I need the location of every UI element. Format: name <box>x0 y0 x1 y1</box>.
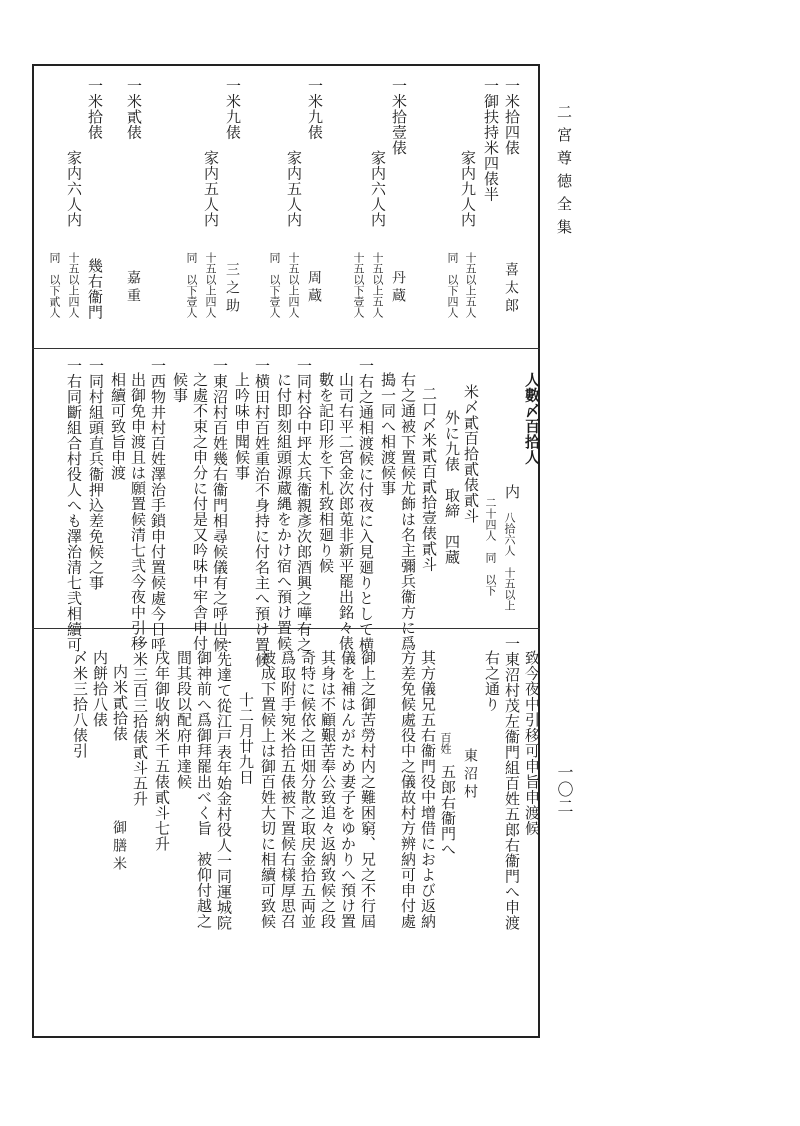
section-bottom-column: 其身は不顧艱苦奉公致追々返納致候之段 <box>319 650 337 929</box>
section-bottom-column: 方差免候處役中之儀故村方辨納可申付處 <box>399 650 417 929</box>
section-bottom-column: 五郎右衞門へ <box>439 764 457 857</box>
section-top-column: 家内六人内 <box>369 150 387 228</box>
section-bottom-column: 致今夜中引移可申旨申渡候 <box>523 650 541 836</box>
section-middle-column: 一同村組頭直兵衞押込差免候之事 <box>87 358 105 591</box>
section-middle-column: 一同村谷中坪太兵衞親彥次郎酒興之嘩有之 <box>295 358 313 653</box>
section-bottom-column: 御膳米 <box>111 820 127 874</box>
section-middle-column: 内 <box>503 484 521 500</box>
section-top-column: 周蔵 <box>306 270 322 306</box>
section-top-column: 喜太郎 <box>503 262 519 316</box>
section-bottom-column: 一東沼村茂左衞門組百姓五郎右衞門へ申渡 <box>503 636 521 931</box>
section-middle-column: 人數〆百拾人 <box>523 372 541 465</box>
section-middle-column: 一右同斷組合村役人へも澤治清七弐相續可 <box>65 358 83 653</box>
section-top-column: 同 以下貳人 <box>48 252 61 318</box>
section-top-column: 一米拾四俵 <box>503 78 521 156</box>
section-bottom-column: 内餅拾八俵 <box>91 650 109 728</box>
section-bottom-column: 戌年御收納米千五俵貳斗七升 <box>153 650 171 852</box>
section-middle-column: 一右之通相渡候に付夜に入見廻りとして横 <box>357 358 375 653</box>
section-top-column: 一米九俵 <box>224 78 242 140</box>
section-top-column: 家内五人内 <box>202 150 220 228</box>
section-top-column: 十五以上四人 <box>287 252 300 318</box>
section-bottom-column: 十二月廿九日 <box>237 692 255 785</box>
section-middle-column: 相續可致旨申渡 <box>109 372 127 481</box>
section-bottom-column: 〆米三拾八俵引 <box>71 650 89 759</box>
section-middle-column: 二十四人 同 以下 <box>484 497 497 596</box>
section-divider-top <box>32 348 540 349</box>
section-middle-column: 山司右平二宮金次郎莵非新平罷出銘々俵 <box>337 372 355 651</box>
section-middle-column: 出御免申渡且は願置候清七弐今夜中引移 <box>129 372 147 651</box>
section-middle-column: 一東沼村百姓幾右衞門相尋候儀有之呼出候 <box>211 358 229 653</box>
section-bottom-column: 爲取附手宛米拾五俵被下置候右樣厚思召 <box>279 650 297 929</box>
section-bottom-column: 奇特に候依之田畑分散之取戻金拾五両並 <box>299 650 317 929</box>
section-middle-column: 上吟味申聞候事 <box>233 372 251 481</box>
section-top-column: 幾右衞門 <box>86 258 104 320</box>
section-middle-column: 二口〆米貳百貳拾壹俵貳斗 <box>420 386 438 572</box>
section-top-column: 同 以下四人 <box>446 252 459 318</box>
section-bottom-column: 間其段以配府申達候 <box>175 650 193 790</box>
section-bottom-column: 内米貳拾俵 <box>111 664 129 742</box>
section-middle-column: 之處不束之申分に付是又吟味中牢舎申付 <box>191 372 209 651</box>
section-middle-column: 候事 <box>171 372 189 403</box>
section-bottom-column: 百姓 <box>439 732 452 754</box>
section-middle-column: 一西物井村百姓澤治手鎖申付置候處今日呼 <box>149 358 167 653</box>
section-middle-column: に付即刻組頭源蔵縄をかけ宿へ預け置候 <box>275 372 293 651</box>
section-bottom-column: 一先達て從江戸表年始金村役人一同運城院 <box>215 636 233 931</box>
section-middle-column: 數を記印形を下札致相廻り候 <box>317 372 335 574</box>
section-top-column: 同 以下壹人 <box>268 252 281 318</box>
page-number: 一〇二 <box>555 764 574 815</box>
section-top-column: 一御扶持米四俵半 <box>482 78 500 202</box>
section-top-column: 家内五人内 <box>285 150 303 228</box>
section-top-column: 十五以上四人 <box>204 252 217 318</box>
section-top-column: 十五以上四人 <box>67 252 80 318</box>
section-bottom-column: 御神前へ爲御拜罷出べく旨 被仰付越之 <box>195 650 213 929</box>
section-top-column: 一米拾俵 <box>86 78 104 140</box>
section-bottom-column: 東沼村 <box>462 748 478 802</box>
section-top-column: 家内九人内 <box>459 150 477 228</box>
section-bottom-column: 其方儀兄五右衞門役中增借におよび返納 <box>419 650 437 929</box>
section-middle-column: 搗一同へ相渡候事 <box>379 372 397 496</box>
section-top-column: 一米貳俵 <box>125 78 143 140</box>
section-middle-column: 外に九俵 取締 四蔵 <box>443 410 461 565</box>
section-top-column: 十五以上五人 <box>371 252 384 318</box>
book-title: 二宮尊徳全集 <box>555 104 573 242</box>
section-top-column: 三之助 <box>224 262 240 316</box>
section-bottom-column: 御上之御苦勞村内之難困窮、兄之不行屆 <box>359 650 377 929</box>
section-middle-column: 八拾六人 十五以上 <box>503 512 516 611</box>
section-middle-column: 右之通被下置候尤飾は名主彌兵衞方に爲 <box>399 372 417 651</box>
section-middle-column: 米〆貳百拾貳俵貳斗 <box>462 384 480 524</box>
section-top-column: 一米九俵 <box>306 78 324 140</box>
section-middle-column: 一横田村百姓重治不身持に付名主へ預け置候 <box>253 358 271 668</box>
section-top-column: 嘉重 <box>125 270 141 306</box>
section-bottom-column: 右之通り <box>483 650 501 712</box>
section-top-column: 十五以上五人 <box>464 252 477 318</box>
section-bottom-column: 被成下置候上は御百姓大切に相續可致候 <box>259 650 277 929</box>
section-bottom-column: 一米三百三拾俵貳斗五升 <box>131 636 149 807</box>
section-top-column: 十五以下壹人 <box>352 252 365 318</box>
section-bottom-column: 儀を補はんがため妻子をゆかりへ預け置 <box>339 650 357 929</box>
section-top-column: 丹蔵 <box>390 270 406 306</box>
section-top-column: 同 以下壹人 <box>185 252 198 318</box>
section-top-column: 一米拾壹俵 <box>390 78 408 156</box>
section-top-column: 家内六人内 <box>65 150 83 228</box>
